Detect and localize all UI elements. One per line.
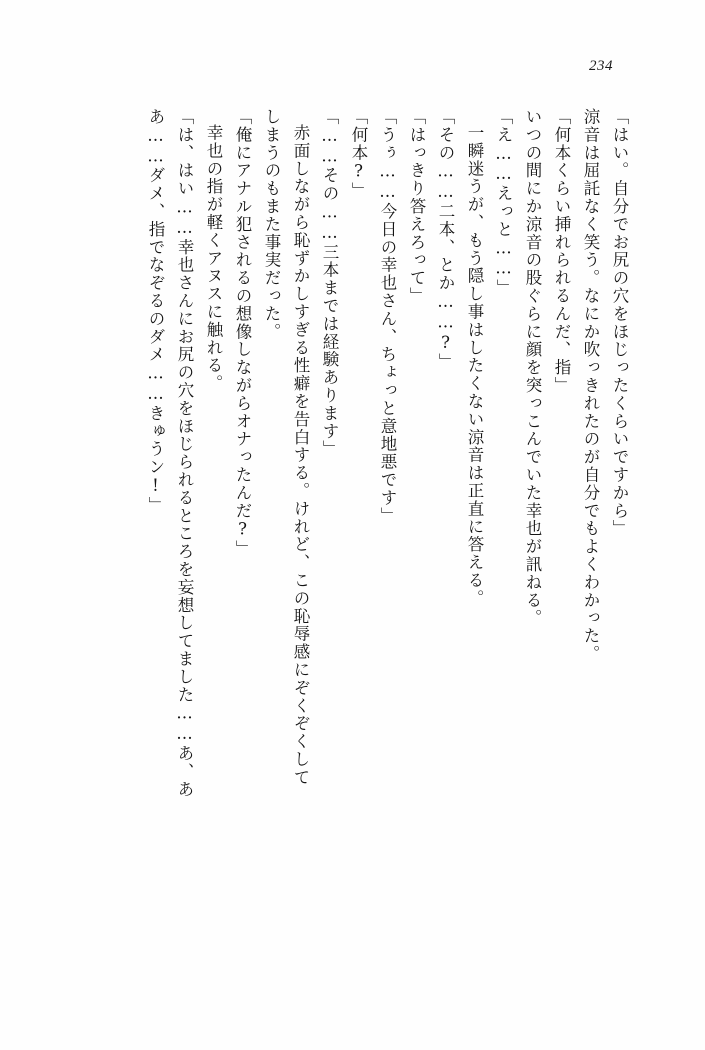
- vertical-text-body: [62, 108, 627, 978]
- text-line: 「何本?」: [349, 108, 368, 200]
- text-line: 「俺にアナル犯されるの想像しながらオナったんだ?」: [233, 108, 252, 558]
- text-line: 「はい。自分でお尻の穴をほじったくらいですから」: [610, 108, 629, 538]
- text-line: 「何本くらい挿れられるんだ、指」: [552, 108, 571, 395]
- text-line: いつの間にか涼音の股ぐらに顔を突っこんでいた幸也が訊ねる。: [523, 108, 542, 628]
- text-line: 「うぅ……今日の幸也さん、ちょっと意地悪です」: [378, 108, 397, 525]
- text-line: 涼音は屈託なく笑う。なにか吹っきれたのが自分でもよくわかった。: [581, 108, 600, 663]
- text-line: 「はっきり答えろって」: [407, 108, 426, 305]
- text-line: 「は、はい……幸也さんにお尻の穴をほじられるところを妄想してました……あ、あ: [175, 108, 194, 799]
- text-line: あ……ダメ、指でなぞるのダメ……きゅうン!」: [146, 108, 165, 515]
- text-line: 「え……えっと……」: [494, 108, 513, 297]
- text-line: 赤面しながら恥ずかしすぎる性癖を告白する。けれど、この恥辱感にぞくぞくして: [291, 124, 310, 787]
- text-line: 一瞬迷うが、もう隠し事はしたくない涼音は正直に答える。: [465, 124, 484, 608]
- page-number: 234: [589, 58, 613, 74]
- text-line: しまうのもまた事実だった。: [262, 108, 281, 341]
- text-line: 「……その……三本までは経験あります」: [320, 108, 339, 459]
- text-line: 幸也の指が軽くアヌスに触れる。: [204, 124, 223, 393]
- text-line: 「その……二本、とか……?」: [436, 108, 455, 372]
